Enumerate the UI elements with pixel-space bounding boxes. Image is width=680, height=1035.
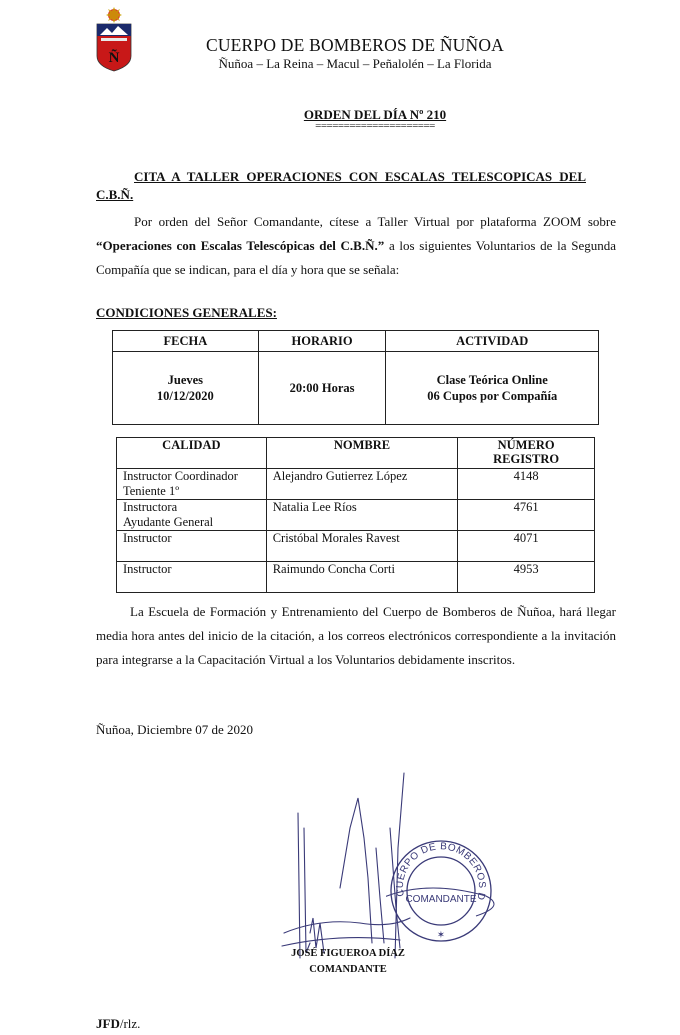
calidad-cell bbox=[117, 500, 267, 531]
calidad-cell bbox=[117, 469, 267, 500]
reference-initials bbox=[96, 1016, 140, 1032]
table-row bbox=[117, 500, 595, 531]
conditions-table bbox=[112, 330, 599, 425]
header-numero: NÚMERO bbox=[497, 438, 555, 452]
calidad-cell bbox=[117, 531, 267, 562]
institution-title: CUERPO DE BOMBEROS DE ÑUÑOA bbox=[205, 35, 505, 55]
comandante-stamp-icon bbox=[386, 836, 496, 946]
conditions-row bbox=[113, 352, 599, 425]
intro-bold-subject: “Operaciones con Escalas Telescópicas del C.B.Ñ.” bbox=[96, 238, 385, 253]
nombre-cell: Natalia Lee Ríos bbox=[266, 500, 458, 531]
conditions-header-row bbox=[113, 331, 599, 352]
order-separator: ===================== bbox=[315, 120, 435, 132]
closing-text: La Escuela de Formación y Entrenamiento del Cuerpo de Bomberos de Ñuñoa, hará llegar media hora antes del inicio de la citación, a los correos electrónicos correspondiente a la invitación para integrarse a la Capacitación Virtual a los Voluntarios debidamente inscritos. bbox=[96, 604, 616, 667]
fecha-day: Jueves bbox=[167, 373, 204, 387]
header-registro: REGISTRO bbox=[493, 452, 560, 466]
conditions-title: CONDICIONES GENERALES: bbox=[96, 305, 277, 320]
roster-table bbox=[116, 437, 595, 593]
order-title: ORDEN DEL DÍA Nº 210 bbox=[303, 107, 447, 122]
actividad-line-2: 06 Cupos por Compañía bbox=[427, 389, 558, 403]
actividad-cell bbox=[386, 352, 599, 425]
actividad-line-1: Clase Teórica Online bbox=[436, 373, 548, 387]
horario-cell: 20:00 Horas bbox=[258, 352, 386, 425]
intro-paragraph bbox=[96, 210, 616, 282]
nombre-cell: Raimundo Concha Corti bbox=[266, 562, 458, 593]
stamp-center-text: COMANDANTE bbox=[405, 894, 477, 905]
header-actividad: ACTIVIDAD bbox=[386, 331, 599, 352]
registro-cell: 4071 bbox=[458, 531, 595, 562]
header-numero-registro bbox=[458, 438, 595, 469]
calidad-line-2: Ayudante General bbox=[123, 515, 214, 529]
registro-cell: 4953 bbox=[458, 562, 595, 593]
signer-name: JOSÉ FIGUEROA DÍAZ bbox=[291, 948, 405, 959]
table-row bbox=[117, 531, 595, 562]
header-fecha: FECHA bbox=[113, 331, 259, 352]
calidad-line-2: Teniente 1º bbox=[123, 484, 180, 498]
header-nombre: NOMBRE bbox=[266, 438, 458, 469]
fecha-date: 10/12/2020 bbox=[156, 389, 214, 403]
nombre-cell: Cristóbal Morales Ravest bbox=[266, 531, 458, 562]
institution-communes: Ñuñoa – La Reina – Macul – Peñalolén – La Florida bbox=[218, 56, 492, 71]
intro-text-before: Por orden del Señor Comandante, cítese a Taller Virtual por plataforma ZOOM sobre bbox=[134, 214, 616, 229]
heading-line-2: C.B.Ñ. bbox=[96, 187, 134, 202]
intro-text-after: a los siguientes Voluntarios de la Segunda Compañía que se indican, para el día y hora que se señala: bbox=[96, 238, 617, 277]
table-row bbox=[117, 562, 595, 593]
calidad-line-1: Instructor bbox=[123, 562, 172, 576]
svg-text:✶: ✶ bbox=[436, 930, 446, 941]
svg-text:CUERPO DE BOMBEROS DE ÑUÑOA bbox=[386, 836, 487, 901]
fecha-cell bbox=[113, 352, 259, 425]
date-line: Ñuñoa, Diciembre 07 de 2020 bbox=[96, 722, 254, 737]
signer-block bbox=[286, 946, 410, 978]
table-row bbox=[117, 469, 595, 500]
calidad-line-1: Instructor bbox=[123, 531, 172, 545]
header-calidad: CALIDAD bbox=[117, 438, 267, 469]
initials-typist: /rlz. bbox=[119, 1016, 141, 1031]
calidad-cell bbox=[117, 562, 267, 593]
calidad-line-1: Instructor Coordinador bbox=[123, 469, 238, 483]
signer-role: COMANDANTE bbox=[309, 964, 387, 975]
registro-cell: 4148 bbox=[458, 469, 595, 500]
nombre-cell: Alejandro Gutierrez López bbox=[266, 469, 458, 500]
stamp-arc-text: CUERPO DE BOMBEROS D bbox=[394, 841, 488, 902]
closing-paragraph bbox=[96, 600, 616, 672]
roster-header-row bbox=[117, 438, 595, 469]
heading-line-1: CITA A TALLER OPERACIONES CON ESCALAS TELESCOPICAS DEL bbox=[134, 169, 586, 184]
header-horario: HORARIO bbox=[258, 331, 386, 352]
document-heading bbox=[96, 168, 586, 204]
calidad-line-1: Instructora bbox=[123, 500, 178, 514]
registro-cell: 4761 bbox=[458, 500, 595, 531]
initials-author: JFD bbox=[96, 1016, 120, 1031]
crest-letter: Ñ bbox=[108, 50, 120, 66]
